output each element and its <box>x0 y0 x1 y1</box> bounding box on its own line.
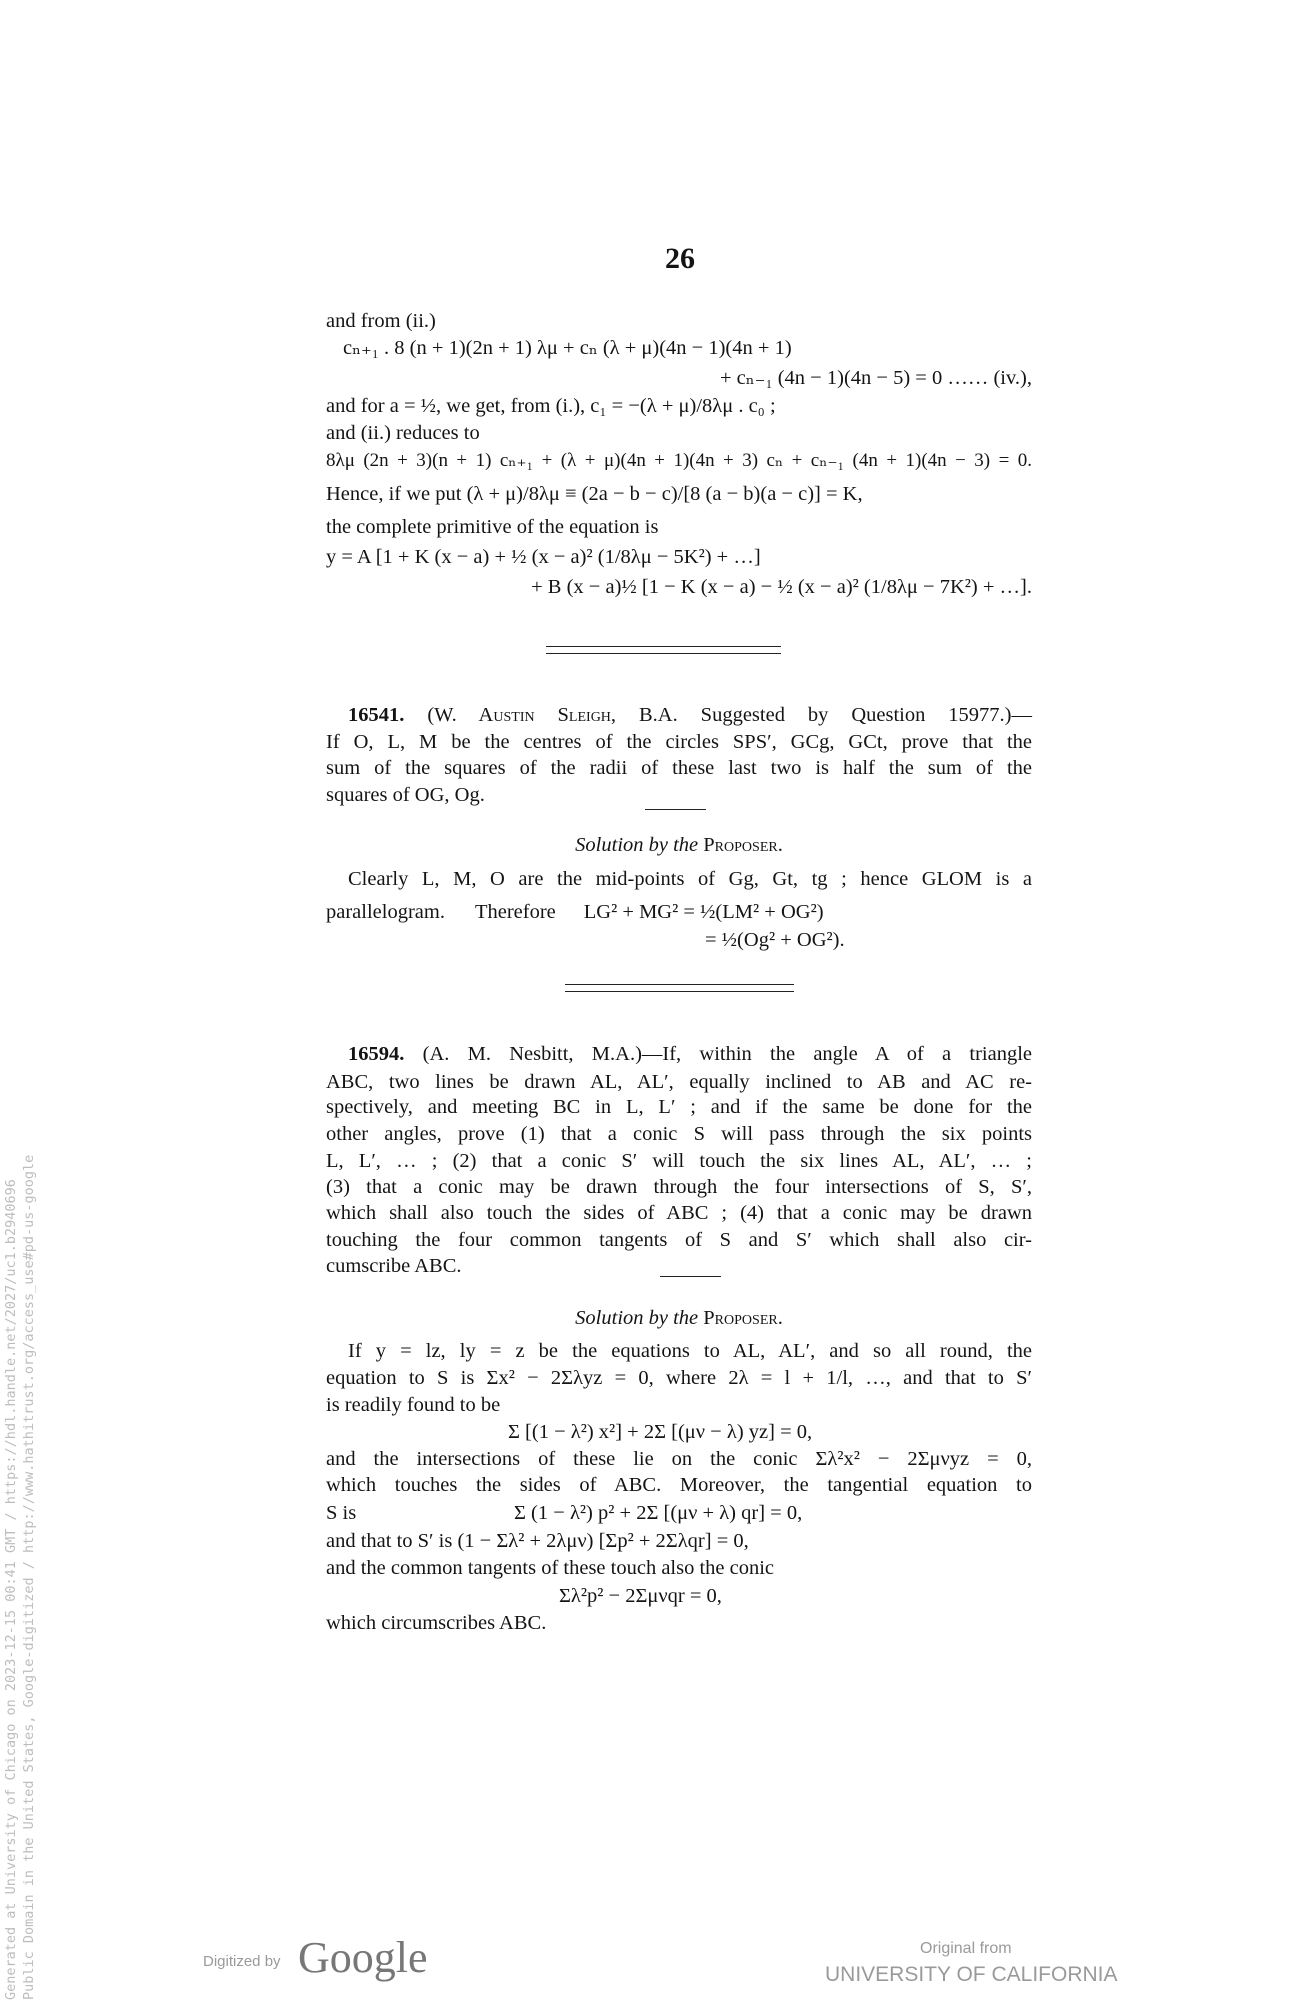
text-line: squares of OG, Og. <box>326 784 485 806</box>
text-line: If y = lz, ly = z be the equations to AL, AL′, and so all round, the <box>348 1340 1032 1362</box>
text-line: If O, L, M be the centres of the circles SPS′, GCg, GCt, prove that the <box>326 731 1032 753</box>
institution-label: UNIVERSITY OF CALIFORNIA <box>825 1963 1118 1986</box>
watermark-line: Generated at University of Chicago on 2023-12-15 00:41 GMT / https://hdl.handle.net/2027/uc1.b2940696 <box>3 1179 19 2000</box>
text-line: and for a = ½, we get, from (i.), c₁ = −(λ + μ)/8λμ . c₀ ; <box>326 395 776 417</box>
solution-author: Proposer. <box>703 1307 783 1329</box>
text-line: sum of the squares of the radii of these last two is half the sum of the <box>326 757 1032 779</box>
solution-heading <box>326 1305 1032 1331</box>
original-from-label: Original from <box>920 1940 1012 1957</box>
equation-line: + cₙ₋₁ (4n − 1)(4n − 5) = 0 …… (iv.), <box>719 367 1032 389</box>
question-number: 16594. <box>348 1043 405 1065</box>
question-number: 16541. <box>348 704 405 726</box>
watermark-line: Public Domain in the United States, Google-digitized / http://www.hathitrust.org/access_use#pd-us-google <box>21 1154 37 2000</box>
text-line: which touches the sides of ABC. Moreover, the tangential equation to <box>326 1474 1032 1496</box>
short-rule <box>660 1276 721 1277</box>
equation-line: 8λμ (2n + 3)(n + 1) cₙ₊₁ + (λ + μ)(4n + 1)(4n + 3) cₙ + cₙ₋₁ (4n + 1)(4n − 3) = 0. <box>326 450 1032 471</box>
text-line: cumscribe ABC. <box>326 1255 462 1277</box>
text-fragment: Therefore <box>474 901 556 923</box>
text-line: and from (ii.) <box>326 310 436 332</box>
equation-line: Σ [(1 − λ²) x²] + 2Σ [(μν − λ) yz] = 0, <box>508 1421 813 1443</box>
question-text: (A. M. Nesbitt, M.A.)—If, within the angle A of a triangle <box>422 1043 1033 1065</box>
google-logo: Google <box>298 1933 428 1982</box>
text-line: Hence, if we put (λ + μ)/8λμ ≡ (2a − b − c)/[8 (a − b)(a − c)] = K, <box>326 483 863 505</box>
equation-line: y = A [1 + K (x − a) + ½ (x − a)² (1/8λμ − 5K²) + …] <box>326 546 761 568</box>
solution-label: Solution by the <box>575 1307 699 1329</box>
text-line: and the common tangents of these touch also the conic <box>326 1557 775 1579</box>
text-line: which circumscribes ABC. <box>326 1612 547 1634</box>
question-header <box>348 702 1032 728</box>
text-line: and the intersections of these lie on the conic Σλ²x² − 2Σμνyz = 0, <box>326 1448 1032 1470</box>
text-line: the complete primitive of the equation is <box>326 516 659 538</box>
equation-line: + B (x − a)½ [1 − K (x − a) − ½ (x − a)² (1/8λμ − 7K²) + …]. <box>531 576 1032 598</box>
short-rule <box>645 809 706 810</box>
text-line: other angles, prove (1) that a conic S will pass through the six points <box>326 1123 1032 1145</box>
solution-author: Proposer. <box>703 834 783 856</box>
text-line: equation to S is Σx² − 2Σλyz = 0, where 2λ = l + 1/l, …, and that to S′ <box>326 1367 1032 1389</box>
double-rule-divider <box>565 984 794 992</box>
text-line <box>326 899 1032 925</box>
equation-line: = ½(Og² + OG²). <box>705 929 845 951</box>
equation-line: Σ (1 − λ²) p² + 2Σ [(μν + λ) qr] = 0, <box>514 1502 803 1524</box>
equation-line: cₙ₊₁ . 8 (n + 1)(2n + 1) λμ + cₙ (λ + μ)(4n − 1)(4n + 1) <box>343 337 792 359</box>
solution-heading <box>326 832 1032 858</box>
double-rule-divider <box>546 646 781 654</box>
question-source: Suggested by Question 15977.)— <box>700 704 1033 726</box>
text-line: and (ii.) reduces to <box>326 422 480 444</box>
equation-line: Σλ²p² − 2Σμνqr = 0, <box>559 1585 722 1607</box>
text-line: (3) that a conic may be drawn through the four intersections of S, S′, <box>326 1176 1032 1198</box>
question-author: (W. Austin Sleigh, B.A. <box>427 704 678 726</box>
text-line: which shall also touch the sides of ABC ; (4) that a conic may be drawn <box>326 1202 1032 1224</box>
text-line: spectively, and meeting BC in L, L′ ; and if the same be done for the <box>326 1096 1032 1118</box>
text-line: touching the four common tangents of S and S′ which shall also cir- <box>326 1229 1032 1251</box>
solution-label: Solution by the <box>575 834 699 856</box>
text-fragment: parallelogram. <box>326 901 445 923</box>
text-line: Clearly L, M, O are the mid-points of Gg, Gt, tg ; hence GLOM is a <box>348 868 1032 890</box>
question-header <box>348 1041 1032 1067</box>
text-line: L, L′, … ; (2) that a conic S′ will touch the six lines AL, AL′, … ; <box>326 1150 1032 1172</box>
page-number: 26 <box>665 242 695 275</box>
text-line: is readily found to be <box>326 1394 501 1416</box>
text-line: and that to S′ is (1 − Σλ² + 2λμν) [Σp² + 2Σλqr] = 0, <box>326 1530 749 1552</box>
equation-fragment: LG² + MG² = ½(LM² + OG²) <box>583 901 824 923</box>
text-line: S is <box>326 1502 357 1524</box>
text-line: ABC, two lines be drawn AL, AL′, equally inclined to AB and AC re- <box>326 1071 1032 1093</box>
digitized-by-label: Digitized by <box>203 1953 281 1970</box>
